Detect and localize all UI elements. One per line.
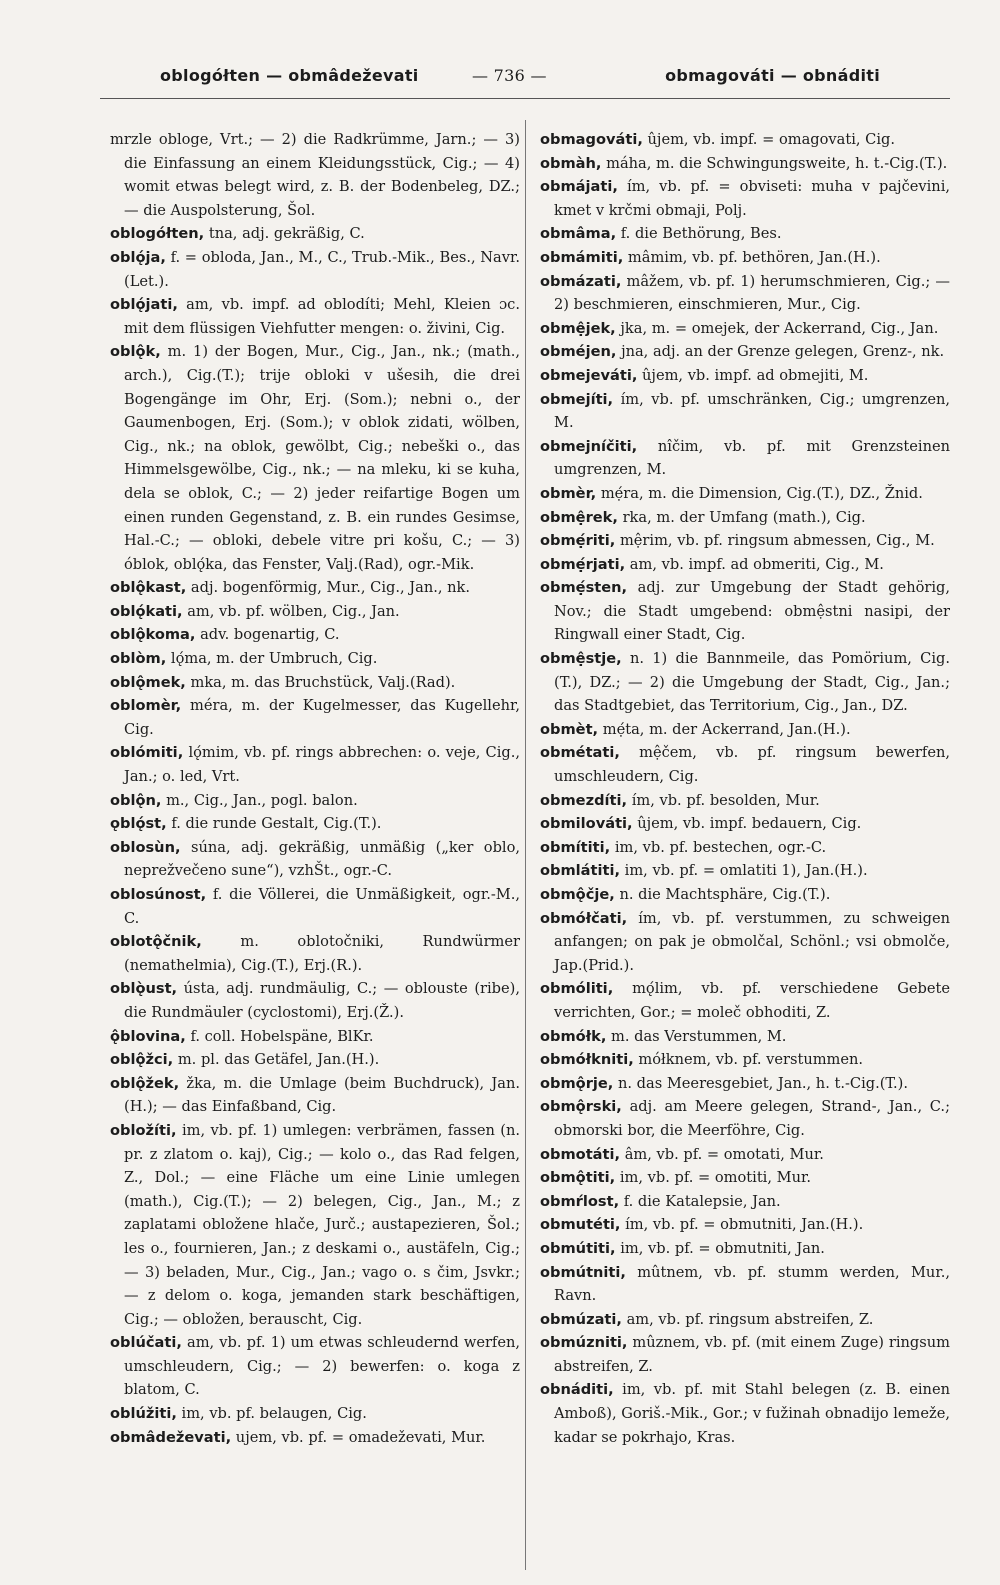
dictionary-entry xyxy=(540,647,950,718)
dictionary-entry xyxy=(110,128,520,222)
dictionary-entry xyxy=(540,388,950,435)
headword: ǫblǫ́st, xyxy=(110,815,167,833)
column-divider xyxy=(525,120,526,1570)
dictionary-entry xyxy=(110,1072,520,1119)
entry-definition: tna, adj. gekräßig, C. xyxy=(208,225,365,243)
headword: obmẹ́rjati, xyxy=(540,555,626,573)
headword: obmotáti, xyxy=(540,1145,621,1163)
headword: oblǫ̀ust, xyxy=(110,980,178,998)
headword: obmệjek, xyxy=(540,319,616,337)
headword: obmǫ̂titi, xyxy=(540,1169,616,1187)
headword: obmóliti, xyxy=(540,980,614,998)
header-rule xyxy=(100,98,950,99)
headword: obmítiti, xyxy=(540,838,611,856)
dictionary-entry xyxy=(540,1308,950,1332)
entry-definition: âm, vb. pf. = omotati, Mur. xyxy=(624,1145,824,1163)
dictionary-entry xyxy=(540,1025,950,1049)
headword: obložíti, xyxy=(110,1121,177,1139)
entry-definition: ím, vb. pf. verstummen, zu schweigen anfangen; on pak je obmolčal, Schönl.; vsi obmolče, Jap.(Prid.). xyxy=(554,909,950,974)
page-number: — 736 — xyxy=(472,66,547,85)
entry-definition: adj. am Meere gelegen, Strand-, Jan., C.; obmorski bor, die Meerföhre, Cig. xyxy=(554,1098,950,1139)
entry-definition: lǫ́ma, m. der Umbruch, Cig. xyxy=(170,650,378,668)
headword: obmǫ̂rje, xyxy=(540,1074,614,1092)
headword: oblosùn, xyxy=(110,838,181,856)
entry-definition: f. coll. Hobelspäne, BlKr. xyxy=(190,1027,374,1045)
headword: obmezdíti, xyxy=(540,791,628,809)
entry-definition: im, vb. pf. = obmutniti, Jan. xyxy=(620,1239,825,1257)
dictionary-entry xyxy=(540,1143,950,1167)
headword: obmółčati, xyxy=(540,909,628,927)
dictionary-entry xyxy=(540,1095,950,1142)
dictionary-entry xyxy=(110,1119,520,1331)
headword: obmâdeževati, xyxy=(110,1428,232,1446)
dictionary-entry xyxy=(540,529,950,553)
headword: oblǫ̂kast, xyxy=(110,579,187,597)
entry-definition: am, vb. pf. wölben, Cig., Jan. xyxy=(187,602,400,620)
headword: obmệstje, xyxy=(540,650,622,668)
dictionary-entry xyxy=(110,1426,520,1450)
entry-definition: ûjem, vb. impf. ad obmejiti, M. xyxy=(642,366,869,384)
dictionary-entry xyxy=(540,435,950,482)
entry-definition: im, vb. pf. = omotiti, Mur. xyxy=(619,1169,811,1187)
headword: obmagováti, xyxy=(540,131,643,148)
entry-definition: ím, vb. pf. umschränken, Cig.; umgrenzen, M. xyxy=(554,390,950,432)
header-right-guideword: obmagováti — obnáditi xyxy=(665,66,880,85)
headword: oblosúnost, xyxy=(110,886,207,903)
headword: obmẹ́sten, xyxy=(540,579,628,597)
dictionary-entry xyxy=(540,222,950,246)
left-column xyxy=(110,128,520,1568)
entry-definition: am, vb. impf. ad oblodíti; Mehl, Kleien ɔc. mit dem flüssigen Viehfutter mengen: o. živini, Cig. xyxy=(124,296,520,337)
entry-definition: mâmim, vb. pf. bethören, Jan.(H.). xyxy=(627,248,881,266)
dictionary-entry xyxy=(540,1331,950,1378)
entry-definition: mǫ́lim, vb. pf. verschiedene Gebete verrichten, Gor.; = moleč obhoditi, Z. xyxy=(554,980,950,1021)
dictionary-entry xyxy=(540,883,950,907)
entry-definition: ûjem, vb. impf. = omagovati, Cig. xyxy=(647,131,895,148)
dictionary-entry xyxy=(110,977,520,1024)
entry-definition: am, vb. pf. ringsum abstreifen, Z. xyxy=(626,1310,874,1328)
headword: oblǫ́kati, xyxy=(110,602,183,620)
entry-definition: f. die Bethörung, Bes. xyxy=(620,225,782,243)
entry-definition: mka, m. das Bruchstück, Valj.(Rad). xyxy=(190,673,456,691)
dictionary-entry xyxy=(540,270,950,317)
entry-definition: ûjem, vb. impf. bedauern, Cig. xyxy=(637,815,862,833)
headword: obmejeváti, xyxy=(540,366,638,384)
dictionary-entry xyxy=(110,576,520,600)
dictionary-entry xyxy=(540,789,950,813)
dictionary-entry xyxy=(110,883,520,930)
entry-definition: mệčem, vb. pf. ringsum bewerfen, umschleudern, Cig. xyxy=(554,744,950,786)
dictionary-entry xyxy=(540,836,950,860)
headword: obmútniti, xyxy=(540,1263,626,1281)
entry-definition: mółknem, vb. pf. verstummen. xyxy=(638,1051,864,1069)
entry-definition: im, vb. pf. = omlatiti 1), Jan.(H.). xyxy=(624,862,868,880)
entry-definition: adv. bogenartig, C. xyxy=(200,626,340,644)
entry-definition: súna, adj. gekräßig, unmäßig („ker oblo, neprežvečeno sune“), vzhŠt., ogr.-C. xyxy=(124,838,520,880)
dictionary-entry xyxy=(540,317,950,341)
dictionary-entry xyxy=(110,812,520,836)
dictionary-entry xyxy=(540,152,950,176)
dictionary-entry xyxy=(540,553,950,577)
headword: oblǫ̂k, xyxy=(110,343,161,361)
headword: oblǫ̂mek, xyxy=(110,673,186,691)
headword: oblòm, xyxy=(110,650,167,668)
dictionary-entry xyxy=(540,741,950,788)
entry-definition: ím, vb. pf. = obmutniti, Jan.(H.). xyxy=(625,1216,864,1234)
dictionary-entry xyxy=(110,1402,520,1426)
entry-definition: m. pl. das Getäfel, Jan.(H.). xyxy=(177,1051,380,1069)
dictionary-entry xyxy=(540,128,950,152)
entry-definition: žka, m. die Umlage (beim Buchdruck), Jan.(H.); — das Einfaßband, Cig. xyxy=(124,1074,520,1116)
dictionary-entry xyxy=(540,506,950,530)
headword: obméjen, xyxy=(540,343,617,361)
entry-definition: am, vb. pf. 1) um etwas schleudernd werfen, umschleudern, Cig.; — 2) bewerfen: o. koga z blatom, C. xyxy=(124,1334,520,1399)
dictionary-entry xyxy=(540,1213,950,1237)
dictionary-entry xyxy=(540,246,950,270)
entry-definition: am, vb. impf. ad obmeriti, Cig., M. xyxy=(629,555,884,573)
dictionary-entry xyxy=(110,600,520,624)
entry-definition: méra, m. der Kugelmesser, das Kugellehr, Cig. xyxy=(124,697,520,738)
headword: oblǫ́jati, xyxy=(110,296,178,314)
headword: obmǫ̂čje, xyxy=(540,886,615,903)
entry-definition: adj. zur Umgebung der Stadt gehörig, Nov.; die Stadt umgebend: obmệstni nasipi, der Ringwall einer Stadt, Cig. xyxy=(554,579,950,644)
dictionary-entry xyxy=(540,340,950,364)
entry-definition: ím, vb. pf. = obviseti: muha v pajčevini, kmet v krčmi obmaji, Polj. xyxy=(554,178,950,219)
headword: oblómiti, xyxy=(110,744,184,762)
dictionary-entry xyxy=(540,907,950,978)
entry-definition: m. das Verstummen, M. xyxy=(611,1027,787,1045)
entry-definition: ústa, adj. rundmäulig, C.; — oblouste (ribe), die Rundmäuler (cyclostomi), Erj.(Ž.). xyxy=(124,980,520,1021)
headword: obmutéti, xyxy=(540,1216,621,1234)
entry-definition: n. die Machtsphäre, Cig.(T.). xyxy=(619,886,831,903)
entry-definition: n. 1) die Bannmeile, das Pomörium, Cig.(T.), DZ.; — 2) die Umgebung der Stadt, Cig., Jan.; das Stadtgebiet, das Territorium, Cig., Jan., DZ. xyxy=(554,650,950,715)
headword: obmàh, xyxy=(540,154,602,172)
headword: obmâma, xyxy=(540,225,617,243)
dictionary-entry xyxy=(540,1261,950,1308)
dictionary-entry xyxy=(540,977,950,1024)
headword: obmejníčiti, xyxy=(540,437,638,455)
dictionary-entry xyxy=(110,293,520,340)
dictionary-entry xyxy=(540,859,950,883)
entry-definition: ím, vb. pf. besolden, Mur. xyxy=(631,791,820,809)
headword: obmółkniti, xyxy=(540,1051,634,1069)
dictionary-entry xyxy=(110,671,520,695)
entry-definition: rka, m. der Umfang (math.), Cig. xyxy=(622,508,866,526)
entry-definition: f. die Völlerei, die Unmäßigkeit, ogr.-M., C. xyxy=(124,886,520,927)
entry-definition: m., Cig., Jan., pogl. balon. xyxy=(166,791,358,809)
dictionary-entry xyxy=(540,1190,950,1214)
headword: obnáditi, xyxy=(540,1381,614,1399)
dictionary-entry xyxy=(110,789,520,813)
header-left-guideword: oblogółten — obmâdeževati xyxy=(160,66,419,85)
dictionary-entry xyxy=(110,1331,520,1402)
headword: obmệrek, xyxy=(540,508,618,526)
right-column xyxy=(540,128,950,1568)
dictionary-entry xyxy=(540,1072,950,1096)
entry-definition: nîčim, vb. pf. mit Grenzsteinen umgrenzen, M. xyxy=(554,437,950,479)
headword: obmŕlost, xyxy=(540,1192,620,1210)
headword: oblǫ̂n, xyxy=(110,791,162,809)
dictionary-entry xyxy=(110,930,520,977)
entry-definition: jna, adj. an der Grenze gelegen, Grenz-, nk. xyxy=(621,343,945,361)
headword: oblogółten, xyxy=(110,225,205,243)
headword: obmèr, xyxy=(540,484,597,502)
dictionary-entry xyxy=(110,623,520,647)
dictionary-entry xyxy=(110,741,520,788)
dictionary-entry xyxy=(110,1025,520,1049)
dictionary-entry xyxy=(540,1048,950,1072)
entry-definition: adj. bogenförmig, Mur., Cig., Jan., nk. xyxy=(190,579,471,597)
entry-definition: jka, m. = omejek, der Ackerrand, Cig., Jan. xyxy=(620,319,939,337)
entry-definition: m. 1) der Bogen, Mur., Cig., Jan., nk.; (math., arch.), Cig.(T.); trije obloki v ušesih, die drei Bogengänge im Ohr, Erj. (Som.); nebni o., der Gaumenbogen, Erj. (Som.); v oblok zidati, wölben, Cig., nk.; na oblok, gewölbt, Cig.; nebeški o., das Himmelsgewölbe, Cig., nk.; — na mleku, ki se kuha, dela se oblok, C.; — 2) jeder reifartige Bogen um einen runden Gegenstand, z. B. ein rundes Gesimse, Hal.-C.; — obloki, debele vitre pri košu, C.; — 3) óblok, oblǫ́ka, das Fenster, Valj.(Rad), ogr.-Mik. xyxy=(124,343,520,573)
dictionary-entry xyxy=(110,1048,520,1072)
headword: obmółk, xyxy=(540,1027,607,1045)
entry-definition: lǫ́mim, vb. pf. rings abbrechen: o. veje, Cig., Jan.; o. led, Vrt. xyxy=(124,744,520,786)
entry-definition: n. das Meeresgebiet, Jan., h. t.-Cig.(T.). xyxy=(618,1074,908,1092)
headword: ǫ̂blovina, xyxy=(110,1027,186,1045)
dictionary-entry xyxy=(540,175,950,222)
dictionary-entry xyxy=(110,694,520,741)
headword: obmúzati, xyxy=(540,1310,622,1328)
dictionary-entry xyxy=(540,1378,950,1449)
headword: oblúžiti, xyxy=(110,1405,177,1423)
dictionary-entry xyxy=(540,482,950,506)
page-header xyxy=(100,66,940,90)
headword: oblomèr, xyxy=(110,697,182,715)
headword: obmlátiti, xyxy=(540,862,621,880)
entry-definition: mûznem, vb. pf. (mit einem Zuge) ringsum abstreifen, Z. xyxy=(554,1334,950,1375)
entry-definition: mâžem, vb. pf. 1) herumschmieren, Cig.; — 2) beschmieren, einschmieren, Mur., Cig. xyxy=(554,272,950,314)
headword: obmétati, xyxy=(540,744,620,762)
headword: obmázati, xyxy=(540,272,622,290)
dictionary-entry xyxy=(540,812,950,836)
entry-definition: im, vb. pf. mit Stahl belegen (z. B. einen Amboß), Goriš.-Mik., Gor.; v fužinah obnadijo lemeže, kadar se pokrhajo, Kras. xyxy=(554,1381,950,1446)
entry-definition: m. oblotočniki, Rundwürmer (nemathelmia), Cig.(T.), Erj.(R.). xyxy=(124,933,520,974)
headword: oblǫ̂žci, xyxy=(110,1051,174,1069)
dictionary-entry xyxy=(540,576,950,647)
headword: oblǫ́ja, xyxy=(110,248,166,266)
headword: obmúzniti, xyxy=(540,1334,628,1352)
headword: obmǫ̂rski, xyxy=(540,1098,622,1116)
entry-definition: f. = obloda, Jan., M., C., Trub.-Mik., Bes., Navr.(Let.). xyxy=(124,248,520,290)
headword: obmẹ́riti, xyxy=(540,532,616,550)
dictionary-entry xyxy=(110,222,520,246)
headword: obmájati, xyxy=(540,178,618,196)
dictionary-entry xyxy=(110,647,520,671)
entry-definition: mrzle obloge, Vrt.; — 2) die Radkrümme, Jarn.; — 3) die Einfassung an einem Kleidungsstück, Cig.; — 4) womit etwas belegt wird, z. B. der Bodenbeleg, DZ.; — die Auspolsterung, Šol. xyxy=(110,131,520,219)
entry-definition: im, vb. pf. belaugen, Cig. xyxy=(181,1405,367,1423)
headword: obmámiti, xyxy=(540,248,624,266)
dictionary-entry xyxy=(540,718,950,742)
entry-definition: mẹ́ta, m. der Ackerrand, Jan.(H.). xyxy=(602,720,851,738)
dictionary-entry xyxy=(540,1237,950,1261)
headword: oblǫ̂žek, xyxy=(110,1074,180,1092)
dictionary-entry xyxy=(110,836,520,883)
entry-definition: mẹ́ra, m. die Dimension, Cig.(T.), DZ., Žnid. xyxy=(600,484,923,502)
headword: obmèt, xyxy=(540,720,599,738)
headword: obmútiti, xyxy=(540,1239,616,1257)
dictionary-entry xyxy=(110,340,520,576)
entry-definition: mệrim, vb. pf. ringsum abmessen, Cig., M. xyxy=(619,532,935,550)
headword: oblúčati, xyxy=(110,1334,182,1352)
entry-definition: máha, m. die Schwingungsweite, h. t.-Cig.(T.). xyxy=(606,154,948,172)
entry-definition: mûtnem, vb. pf. stumm werden, Mur., Ravn. xyxy=(554,1263,950,1305)
headword: obmejíti, xyxy=(540,390,614,408)
entry-definition: ujem, vb. pf. = omadeževati, Mur. xyxy=(235,1428,486,1446)
entry-definition: f. die runde Gestalt, Cig.(T.). xyxy=(171,815,382,833)
dictionary-entry xyxy=(540,1166,950,1190)
headword: oblǫ̂koma, xyxy=(110,626,196,644)
entry-definition: f. die Katalepsie, Jan. xyxy=(623,1192,781,1210)
headword: obmilováti, xyxy=(540,815,633,833)
entry-definition: im, vb. pf. bestechen, ogr.-C. xyxy=(614,838,827,856)
entry-definition: im, vb. pf. 1) umlegen: verbrämen, fassen (n. pr. z zlatom o. kaj), Cig.; — kolo o., das Rad felgen, Z., Dol.; — eine Fläche um eine Linie umlegen (math.), Cig.(T.); — 2) belegen, Cig., Jan., M.; z zaplatami obložene hlače, Jurč.; austapezieren, Šol.; les o., fournieren, Jan.; z deskami o., austäfeln, Cig.; — 3) beladen, Mur., Cig., Jan.; vago o. s čim, Jsvkr.; — z delom o. koga, jemanden stark beschäftigen, Cig.; — obložen, berauscht, Cig. xyxy=(124,1121,520,1328)
dictionary-entry xyxy=(110,246,520,293)
headword: oblotǫ̂čnik, xyxy=(110,933,202,951)
dictionary-entry xyxy=(540,364,950,388)
